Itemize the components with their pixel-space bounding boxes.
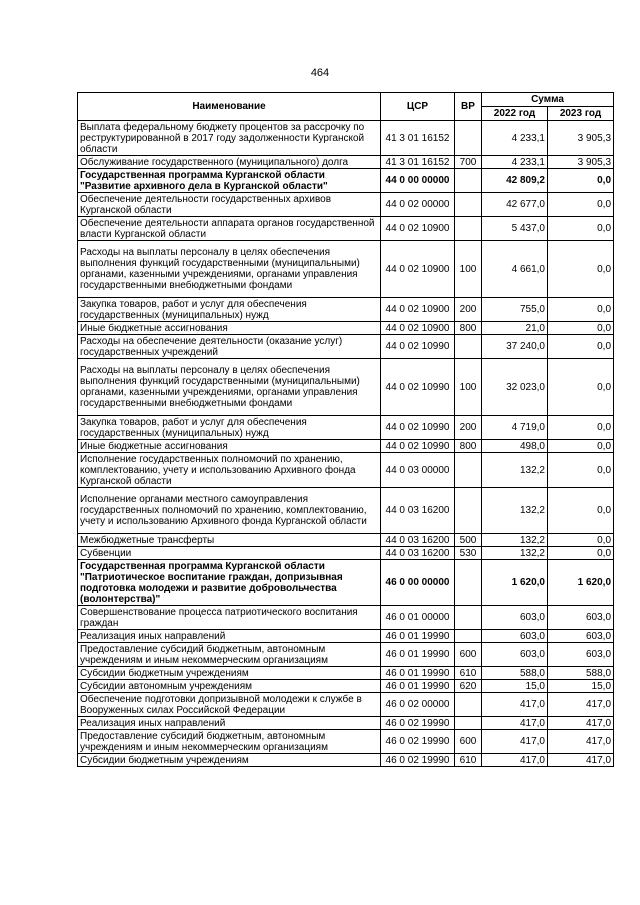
row-vr: 610 xyxy=(455,754,482,767)
row-sum-2022: 4 661,0 xyxy=(482,241,548,298)
row-sum-2022: 603,0 xyxy=(482,606,548,630)
row-sum-2022: 588,0 xyxy=(482,667,548,680)
row-csr: 44 0 02 10990 xyxy=(381,440,455,453)
row-sum-2022: 15,0 xyxy=(482,680,548,693)
row-sum-2022: 755,0 xyxy=(482,298,548,322)
row-sum-2023: 0,0 xyxy=(548,416,614,440)
row-name: Расходы на выплаты персоналу в целях обеспечения выполнения функций государственными (муниципальными) органами, казенными учреждениями, органами управления государственными внебюджетными фондами xyxy=(78,359,381,416)
row-sum-2022: 603,0 xyxy=(482,630,548,643)
header-name: Наименование xyxy=(78,93,381,121)
row-sum-2023: 0,0 xyxy=(548,217,614,241)
row-name: Государственная программа Курганской области "Развитие архивного дела в Курганской области" xyxy=(78,169,381,193)
row-vr: 800 xyxy=(455,322,482,335)
row-name: Иные бюджетные ассигнования xyxy=(78,440,381,453)
table-row xyxy=(78,680,614,693)
row-sum-2023: 0,0 xyxy=(548,298,614,322)
row-vr: 500 xyxy=(455,534,482,547)
row-vr: 600 xyxy=(455,643,482,667)
row-sum-2023: 603,0 xyxy=(548,606,614,630)
row-csr: 44 0 02 10900 xyxy=(381,298,455,322)
row-sum-2023: 0,0 xyxy=(548,169,614,193)
row-sum-2023: 0,0 xyxy=(548,193,614,217)
table-row xyxy=(78,241,614,298)
row-name: Расходы на выплаты персоналу в целях обеспечения выполнения функций государственными (муниципальными) органами, казенными учреждениями, органами управления государственными внебюджетными фондами xyxy=(78,241,381,298)
row-vr xyxy=(455,560,482,606)
row-sum-2022: 417,0 xyxy=(482,730,548,754)
row-vr: 610 xyxy=(455,667,482,680)
row-name: Закупка товаров, работ и услуг для обеспечения государственных (муниципальных) нужд xyxy=(78,416,381,440)
row-csr: 46 0 02 19990 xyxy=(381,730,455,754)
row-sum-2023: 1 620,0 xyxy=(548,560,614,606)
row-vr: 800 xyxy=(455,440,482,453)
row-sum-2023: 0,0 xyxy=(548,359,614,416)
row-csr: 44 0 02 10990 xyxy=(381,416,455,440)
row-name: Межбюджетные трансферты xyxy=(78,534,381,547)
row-sum-2022: 417,0 xyxy=(482,754,548,767)
table-row xyxy=(78,488,614,534)
row-csr: 44 0 02 10900 xyxy=(381,241,455,298)
row-vr xyxy=(455,335,482,359)
row-sum-2023: 0,0 xyxy=(548,241,614,298)
row-sum-2022: 417,0 xyxy=(482,693,548,717)
row-sum-2023: 0,0 xyxy=(548,440,614,453)
row-name: Иные бюджетные ассигнования xyxy=(78,322,381,335)
header-sum: Сумма xyxy=(482,93,614,107)
table-body xyxy=(78,121,614,767)
row-sum-2022: 32 023,0 xyxy=(482,359,548,416)
row-vr: 600 xyxy=(455,730,482,754)
row-csr: 46 0 00 00000 xyxy=(381,560,455,606)
row-csr: 41 3 01 16152 xyxy=(381,121,455,156)
table-row xyxy=(78,693,614,717)
row-sum-2022: 1 620,0 xyxy=(482,560,548,606)
row-sum-2023: 417,0 xyxy=(548,693,614,717)
table-row xyxy=(78,359,614,416)
row-sum-2022: 42 809,2 xyxy=(482,169,548,193)
table-row xyxy=(78,606,614,630)
table-row xyxy=(78,217,614,241)
row-vr: 100 xyxy=(455,359,482,416)
row-name: Обслуживание государственного (муниципального) долга xyxy=(78,156,381,169)
row-sum-2022: 132,2 xyxy=(482,488,548,534)
row-name: Расходы на обеспечение деятельности (оказание услуг) государственных учреждений xyxy=(78,335,381,359)
row-sum-2022: 132,2 xyxy=(482,453,548,488)
row-name: Реализация иных направлений xyxy=(78,630,381,643)
row-vr xyxy=(455,717,482,730)
row-sum-2023: 3 905,3 xyxy=(548,121,614,156)
row-vr xyxy=(455,193,482,217)
row-vr: 700 xyxy=(455,156,482,169)
row-csr: 44 0 02 10990 xyxy=(381,359,455,416)
row-sum-2022: 132,2 xyxy=(482,534,548,547)
table-row xyxy=(78,416,614,440)
row-vr: 200 xyxy=(455,298,482,322)
row-sum-2022: 417,0 xyxy=(482,717,548,730)
row-name: Субсидии автономным учреждениям xyxy=(78,680,381,693)
row-csr: 46 0 01 19990 xyxy=(381,630,455,643)
row-name: Реализация иных направлений xyxy=(78,717,381,730)
table-row xyxy=(78,193,614,217)
row-name: Государственная программа Курганской области "Патриотическое воспитание граждан, допризывная подготовка молодежи и развитие добровольчества (волонтерства)" xyxy=(78,560,381,606)
table-row xyxy=(78,121,614,156)
row-csr: 44 0 02 10900 xyxy=(381,322,455,335)
row-name: Субсидии бюджетным учреждениям xyxy=(78,754,381,767)
table-row xyxy=(78,322,614,335)
row-sum-2023: 0,0 xyxy=(548,453,614,488)
table-row xyxy=(78,630,614,643)
row-csr: 46 0 02 19990 xyxy=(381,717,455,730)
table-row xyxy=(78,440,614,453)
row-vr xyxy=(455,121,482,156)
row-csr: 46 0 01 00000 xyxy=(381,606,455,630)
row-sum-2023: 417,0 xyxy=(548,717,614,730)
row-sum-2023: 0,0 xyxy=(548,488,614,534)
row-sum-2022: 37 240,0 xyxy=(482,335,548,359)
row-vr: 100 xyxy=(455,241,482,298)
row-sum-2023: 0,0 xyxy=(548,322,614,335)
table-row xyxy=(78,754,614,767)
row-sum-2022: 4 233,1 xyxy=(482,121,548,156)
row-name: Субвенции xyxy=(78,547,381,560)
row-sum-2022: 132,2 xyxy=(482,547,548,560)
row-csr: 44 0 03 16200 xyxy=(381,534,455,547)
row-csr: 44 0 02 10900 xyxy=(381,217,455,241)
row-csr: 44 0 03 00000 xyxy=(381,453,455,488)
table-row xyxy=(78,156,614,169)
row-sum-2022: 21,0 xyxy=(482,322,548,335)
row-csr: 44 0 03 16200 xyxy=(381,488,455,534)
row-vr: 620 xyxy=(455,680,482,693)
table-row xyxy=(78,643,614,667)
row-vr: 200 xyxy=(455,416,482,440)
row-csr: 44 0 02 10990 xyxy=(381,335,455,359)
row-sum-2023: 0,0 xyxy=(548,547,614,560)
row-sum-2022: 5 437,0 xyxy=(482,217,548,241)
table-row xyxy=(78,547,614,560)
row-csr: 46 0 01 19990 xyxy=(381,667,455,680)
row-sum-2022: 498,0 xyxy=(482,440,548,453)
row-name: Закупка товаров, работ и услуг для обеспечения государственных (муниципальных) нужд xyxy=(78,298,381,322)
header-vr: ВР xyxy=(455,93,482,121)
row-vr xyxy=(455,217,482,241)
row-vr xyxy=(455,169,482,193)
row-sum-2023: 15,0 xyxy=(548,680,614,693)
row-sum-2023: 0,0 xyxy=(548,534,614,547)
row-csr: 46 0 01 19990 xyxy=(381,643,455,667)
row-name: Выплата федеральному бюджету процентов за рассрочку по реструктурированной в 2017 году задолженности Курганской области xyxy=(78,121,381,156)
row-csr: 44 0 03 16200 xyxy=(381,547,455,560)
row-sum-2022: 42 677,0 xyxy=(482,193,548,217)
header-year-2023: 2023 год xyxy=(548,107,614,121)
row-name: Обеспечение деятельности аппарата органов государственной власти Курганской области xyxy=(78,217,381,241)
row-csr: 46 0 01 19990 xyxy=(381,680,455,693)
row-name: Предоставление субсидий бюджетным, автономным учреждениям и иным некоммерческим организациям xyxy=(78,643,381,667)
row-name: Совершенствование процесса патриотического воспитания граждан xyxy=(78,606,381,630)
row-sum-2023: 0,0 xyxy=(548,335,614,359)
row-sum-2023: 588,0 xyxy=(548,667,614,680)
table-row xyxy=(78,667,614,680)
table-row xyxy=(78,169,614,193)
row-csr: 46 0 02 19990 xyxy=(381,754,455,767)
table-row xyxy=(78,730,614,754)
row-sum-2023: 417,0 xyxy=(548,754,614,767)
row-name: Исполнение органами местного самоуправления государственных полномочий по хранению, комплектованию, учету и использованию Архивного фонда Курганской области xyxy=(78,488,381,534)
header-year-2022: 2022 год xyxy=(482,107,548,121)
row-name: Исполнение государственных полномочий по хранению, комплектованию, учету и использованию Архивного фонда Курганской области xyxy=(78,453,381,488)
table-row xyxy=(78,298,614,322)
row-csr: 41 3 01 16152 xyxy=(381,156,455,169)
row-vr: 530 xyxy=(455,547,482,560)
row-csr: 46 0 02 00000 xyxy=(381,693,455,717)
row-sum-2022: 603,0 xyxy=(482,643,548,667)
row-sum-2023: 603,0 xyxy=(548,630,614,643)
row-sum-2023: 3 905,3 xyxy=(548,156,614,169)
row-sum-2023: 417,0 xyxy=(548,730,614,754)
row-sum-2023: 603,0 xyxy=(548,643,614,667)
table-row xyxy=(78,560,614,606)
row-csr: 44 0 02 00000 xyxy=(381,193,455,217)
budget-table xyxy=(77,92,614,767)
row-name: Обеспечение подготовки допризывной молодежи к службе в Вооруженных силах Российской Федерации xyxy=(78,693,381,717)
row-name: Обеспечение деятельности государственных архивов Курганской области xyxy=(78,193,381,217)
row-vr xyxy=(455,630,482,643)
row-name: Предоставление субсидий бюджетным, автономным учреждениям и иным некоммерческим организациям xyxy=(78,730,381,754)
header-csr: ЦСР xyxy=(381,93,455,121)
row-vr xyxy=(455,488,482,534)
table-row xyxy=(78,453,614,488)
row-vr xyxy=(455,453,482,488)
table-row xyxy=(78,717,614,730)
row-vr xyxy=(455,606,482,630)
row-name: Субсидии бюджетным учреждениям xyxy=(78,667,381,680)
row-sum-2022: 4 233,1 xyxy=(482,156,548,169)
row-sum-2022: 4 719,0 xyxy=(482,416,548,440)
row-csr: 44 0 00 00000 xyxy=(381,169,455,193)
page-number: 464 xyxy=(310,67,330,79)
row-vr xyxy=(455,693,482,717)
table-row xyxy=(78,534,614,547)
table-row xyxy=(78,335,614,359)
